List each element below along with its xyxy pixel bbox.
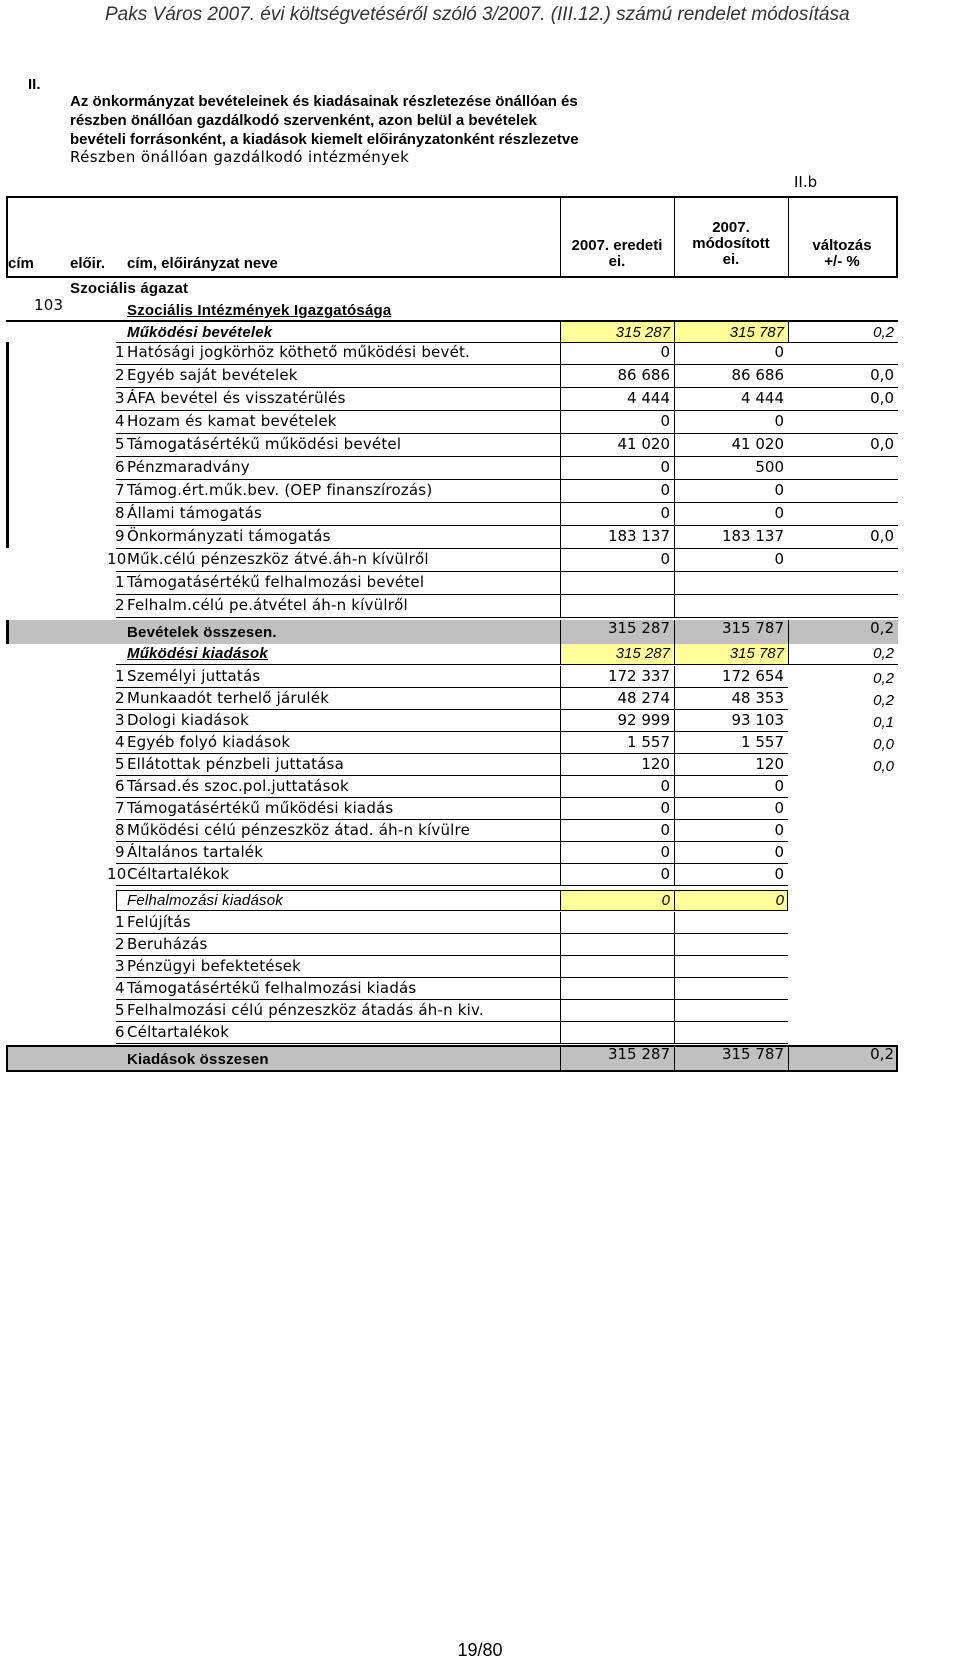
column-divider <box>560 956 561 978</box>
column-divider <box>674 732 675 754</box>
row-modified-value: 0 <box>774 504 784 522</box>
column-divider <box>560 411 561 434</box>
column-divider <box>674 754 675 776</box>
column-divider <box>560 1000 561 1022</box>
row-change-value: 0,0 <box>870 527 894 545</box>
column-divider <box>674 688 675 710</box>
row-modified-value: 0 <box>774 343 784 361</box>
row-divider <box>116 387 898 388</box>
row-label: Céltartalékok <box>127 1023 230 1041</box>
column-header-modified <box>674 220 788 268</box>
row-number: 8 <box>115 821 125 839</box>
income-header-label: Működési bevételek <box>127 324 273 341</box>
row-number: 2 <box>115 596 125 614</box>
column-divider <box>560 526 561 549</box>
expense-header-original: 315 287 <box>615 645 670 662</box>
column-header-modified-line: ei. <box>722 251 740 268</box>
row-number: 9 <box>115 527 125 545</box>
capital-header-modified: 0 <box>775 892 784 909</box>
row-modified-value: 0 <box>774 777 784 795</box>
column-divider <box>674 322 675 342</box>
row-modified-value: 48 353 <box>731 689 784 707</box>
row-original-value: 86 686 <box>617 366 670 384</box>
column-divider <box>674 666 675 688</box>
row-original-value: 48 274 <box>617 689 670 707</box>
row-change-value: 0,0 <box>870 435 894 453</box>
expense-total-original: 315 287 <box>607 1045 670 1063</box>
row-label: Támog.ért.műk.bev. (OEP finanszírozás) <box>127 481 433 499</box>
expense-header-modified: 315 787 <box>729 645 784 662</box>
row-change-value: 0,0 <box>873 758 894 775</box>
expense-total-modified: 315 787 <box>721 1045 784 1063</box>
row-label: Működési célú pénzeszköz átad. áh-n kívülre <box>127 821 470 839</box>
row-label: Beruházás <box>127 935 208 953</box>
title-line: bevételi forrásonként, a kiadások kiemelt előirányzatonként részlezetve <box>70 131 579 148</box>
row-number: 5 <box>115 755 125 773</box>
row-label: Műk.célú pénzeszköz átvé.áh-n kívülről <box>127 550 429 568</box>
row-divider <box>116 664 898 665</box>
row-number: 6 <box>115 777 125 795</box>
document-title <box>70 92 579 149</box>
row-modified-value: 0 <box>774 550 784 568</box>
column-divider <box>674 411 675 434</box>
row-original-value: 0 <box>660 412 670 430</box>
column-divider <box>674 1046 675 1072</box>
row-divider <box>116 775 788 776</box>
row-original-value: 0 <box>660 458 670 476</box>
column-divider <box>560 549 561 572</box>
column-divider <box>674 434 675 457</box>
row-modified-value: 500 <box>755 458 784 476</box>
row-number: 2 <box>115 689 125 707</box>
column-divider <box>560 342 561 365</box>
row-divider <box>116 1043 788 1044</box>
row-label: Felhalm.célú pe.átvétel áh-n kívülről <box>127 596 408 614</box>
row-divider <box>116 731 788 732</box>
row-change-value: 0,1 <box>873 714 894 731</box>
row-original-value: 0 <box>660 821 670 839</box>
row-original-value: 0 <box>660 343 670 361</box>
row-modified-value: 120 <box>755 755 784 773</box>
column-divider <box>674 776 675 798</box>
table-code: II.b <box>794 173 818 191</box>
income-header-original: 315 287 <box>615 324 670 341</box>
column-divider <box>560 503 561 526</box>
row-number: 1 <box>115 573 125 591</box>
column-divider <box>788 644 789 664</box>
expense-header-label: Működési kiadások <box>127 645 268 662</box>
column-header-name: cím, előirányzat neve <box>127 255 278 272</box>
expense-header-change: 0,2 <box>873 645 894 662</box>
column-divider <box>560 754 561 776</box>
row-label: ÁFA bevétel és visszatérülés <box>127 389 346 407</box>
column-divider <box>674 956 675 978</box>
row-number: 5 <box>115 435 125 453</box>
column-divider <box>560 1046 561 1072</box>
row-divider <box>116 977 788 978</box>
row-divider <box>116 841 788 842</box>
row-label: Általános tartalék <box>127 843 264 861</box>
row-original-value: 92 999 <box>617 711 670 729</box>
column-divider <box>560 457 561 480</box>
row-original-value: 172 337 <box>607 667 670 685</box>
column-divider <box>560 620 561 644</box>
document-header: Paks Város 2007. évi költségvetéséről szóló 3/2007. (III.12.) számú rendelet módosítása <box>105 4 850 25</box>
row-change-value: 0,0 <box>873 736 894 753</box>
column-divider <box>674 595 675 618</box>
row-divider <box>116 548 898 549</box>
row-number: 3 <box>115 957 125 975</box>
row-divider <box>116 687 788 688</box>
row-divider <box>116 797 788 798</box>
row-label: Támogatásértékű működési bevétel <box>127 435 402 453</box>
column-header-cim: cím <box>8 255 34 272</box>
row-divider <box>116 571 898 572</box>
row-original-value: 41 020 <box>617 435 670 453</box>
column-divider <box>674 820 675 842</box>
row-modified-value: 4 444 <box>741 389 784 407</box>
capital-header-label: Felhalmozási kiadások <box>127 892 283 909</box>
column-divider <box>560 388 561 411</box>
income-total-change: 0,2 <box>870 619 894 637</box>
row-label: Társad.és szoc.pol.juttatások <box>127 777 349 795</box>
column-header-change <box>788 238 896 270</box>
row-original-value: 0 <box>660 865 670 883</box>
row-number: 1 <box>115 343 125 361</box>
column-divider <box>560 912 561 934</box>
left-bar <box>6 342 9 548</box>
row-divider <box>116 933 788 934</box>
column-header-original <box>560 238 674 270</box>
column-divider <box>674 457 675 480</box>
title-line: részben önállóan gazdálkodó szervenként, azon belül a bevételek <box>70 112 537 129</box>
row-divider <box>116 502 898 503</box>
column-divider <box>560 978 561 1000</box>
row-modified-value: 0 <box>774 799 784 817</box>
column-divider <box>788 322 789 342</box>
row-modified-value: 86 686 <box>731 366 784 384</box>
column-header-modified-line: módosított <box>692 235 770 252</box>
expense-total-change: 0,2 <box>870 1045 894 1063</box>
row-modified-value: 0 <box>774 843 784 861</box>
row-original-value: 0 <box>660 481 670 499</box>
table-top-border <box>6 196 898 198</box>
table-right-border <box>896 196 898 278</box>
row-modified-value: 183 137 <box>721 527 784 545</box>
column-divider <box>674 912 675 934</box>
income-total-modified: 315 787 <box>721 619 784 637</box>
row-original-value: 0 <box>660 504 670 522</box>
row-divider <box>116 753 788 754</box>
column-divider <box>6 1045 8 1072</box>
column-divider <box>560 480 561 503</box>
row-label: Támogatásértékű működési kiadás <box>127 799 394 817</box>
row-number: 4 <box>115 979 125 997</box>
cim-number: 103 <box>34 296 64 314</box>
header-bottom-border <box>6 276 898 278</box>
column-divider <box>560 776 561 798</box>
column-divider <box>560 732 561 754</box>
row-number: 5 <box>115 1001 125 1019</box>
column-divider <box>560 666 561 688</box>
row-divider <box>116 594 898 595</box>
column-divider <box>674 526 675 549</box>
column-header-modified-line: 2007. <box>712 219 750 236</box>
row-divider <box>116 456 898 457</box>
section-number: II. <box>28 76 41 93</box>
row-label: Felhalmozási célú pénzeszköz átadás áh-n kiv. <box>127 1001 484 1019</box>
row-divider <box>116 999 788 1000</box>
row-label: Személyi juttatás <box>127 667 261 685</box>
sector-label: Szociális ágazat <box>70 280 189 297</box>
income-header-modified: 315 787 <box>729 324 784 341</box>
row-original-value: 0 <box>660 550 670 568</box>
row-number: 2 <box>115 366 125 384</box>
page-number: 19/80 <box>457 1640 503 1660</box>
column-divider <box>674 572 675 595</box>
column-divider <box>674 480 675 503</box>
row-number: 3 <box>115 389 125 407</box>
row-change-value: 0,0 <box>870 366 894 384</box>
row-label: Hatósági jogkörhöz köthető működési bevét. <box>127 343 471 361</box>
income-total-label: Bevételek összesen. <box>127 624 277 641</box>
row-divider <box>116 709 788 710</box>
row-change-value: 0,0 <box>870 389 894 407</box>
row-divider <box>116 433 898 434</box>
column-divider <box>788 1046 789 1072</box>
row-original-value: 0 <box>660 799 670 817</box>
row-modified-value: 0 <box>774 481 784 499</box>
row-number: 6 <box>115 1023 125 1041</box>
row-label: Támogatásértékű felhalmozási kiadás <box>127 979 417 997</box>
row-modified-value: 1 557 <box>741 733 784 751</box>
column-header-original-line: ei. <box>608 253 626 270</box>
column-divider <box>674 978 675 1000</box>
row-divider <box>116 617 898 618</box>
row-number: 1 <box>115 667 125 685</box>
row-label: Ellátottak pénzbeli juttatása <box>127 755 344 773</box>
row-label: Pénzügyi befektetések <box>127 957 302 975</box>
column-divider <box>674 644 675 664</box>
column-divider <box>674 365 675 388</box>
column-divider <box>560 322 561 342</box>
row-label: Munkaadót terhelő járulék <box>127 689 330 707</box>
row-label: Dologi kiadások <box>127 711 249 729</box>
column-divider <box>560 572 561 595</box>
column-divider <box>560 798 561 820</box>
row-original-value: 0 <box>660 777 670 795</box>
row-divider <box>116 863 788 864</box>
column-divider <box>788 620 789 644</box>
column-header-change-line: változás <box>812 237 872 254</box>
left-bar <box>6 620 9 644</box>
row-label: Egyéb folyó kiadások <box>127 733 291 751</box>
row-modified-value: 93 103 <box>731 711 784 729</box>
row-original-value: 183 137 <box>607 527 670 545</box>
row-original-value: 0 <box>660 843 670 861</box>
row-divider <box>116 885 788 886</box>
column-divider <box>560 842 561 864</box>
column-divider <box>560 434 561 457</box>
row-label: Céltartalékok <box>127 865 230 883</box>
row-divider <box>116 1021 788 1022</box>
expense-total-label: Kiadások összesen <box>127 1051 269 1068</box>
column-header-original-line: 2007. eredeti <box>571 237 663 254</box>
row-label: Támogatásértékű felhalmozási bevétel <box>127 573 425 591</box>
income-header-change: 0,2 <box>873 324 894 341</box>
column-divider <box>560 644 561 664</box>
row-divider <box>116 410 898 411</box>
column-divider <box>560 890 561 911</box>
column-divider <box>674 798 675 820</box>
column-divider <box>674 342 675 365</box>
row-label: Önkormányzati támogatás <box>127 527 331 545</box>
document-subtitle: Részben önállóan gazdálkodó intézmények <box>70 148 410 166</box>
row-divider <box>116 955 788 956</box>
row-modified-value: 0 <box>774 865 784 883</box>
row-original-value: 1 557 <box>627 733 670 751</box>
capital-header-original: 0 <box>661 892 670 909</box>
row-number: 8 <box>115 504 125 522</box>
column-divider <box>560 710 561 732</box>
column-divider <box>674 842 675 864</box>
row-label: Pénzmaradvány <box>127 458 250 476</box>
row-number: 2 <box>115 935 125 953</box>
row-label: Felújítás <box>127 913 191 931</box>
row-number: 10 <box>107 865 127 883</box>
column-divider <box>674 1000 675 1022</box>
column-divider <box>896 1045 898 1072</box>
income-total-original: 315 287 <box>607 619 670 637</box>
institution-name: Szociális Intézmények Igazgatósága <box>127 302 392 319</box>
column-divider <box>560 864 561 886</box>
column-divider <box>674 503 675 526</box>
column-divider <box>560 934 561 956</box>
column-divider <box>674 864 675 886</box>
row-divider <box>116 479 898 480</box>
row-change-value: 0,2 <box>873 692 894 709</box>
row-modified-value: 0 <box>774 821 784 839</box>
column-header-eloir: előir. <box>70 255 106 272</box>
row-number: 1 <box>115 913 125 931</box>
row-modified-value: 41 020 <box>731 435 784 453</box>
column-divider <box>674 388 675 411</box>
row-divider <box>116 819 788 820</box>
column-divider <box>674 710 675 732</box>
row-number: 9 <box>115 843 125 861</box>
column-divider <box>674 890 675 911</box>
column-header-change-line: +/- % <box>824 253 860 270</box>
row-original-value: 120 <box>641 755 670 773</box>
column-divider <box>674 1022 675 1044</box>
row-modified-value: 172 654 <box>721 667 784 685</box>
row-divider <box>116 364 898 365</box>
column-divider <box>560 820 561 842</box>
row-label: Hozam és kamat bevételek <box>127 412 337 430</box>
row-number: 7 <box>115 481 125 499</box>
row-number: 4 <box>115 412 125 430</box>
row-number: 6 <box>115 458 125 476</box>
column-divider <box>674 934 675 956</box>
row-label: Állami támogatás <box>127 504 262 522</box>
row-modified-value: 0 <box>774 412 784 430</box>
column-divider <box>674 620 675 644</box>
column-divider <box>674 549 675 572</box>
row-number: 4 <box>115 733 125 751</box>
row-label: Egyéb saját bevételek <box>127 366 298 384</box>
row-change-value: 0,2 <box>873 670 894 687</box>
row-original-value: 4 444 <box>627 389 670 407</box>
row-divider <box>6 1070 898 1072</box>
column-divider <box>560 365 561 388</box>
column-divider <box>560 595 561 618</box>
row-number: 10 <box>107 550 127 568</box>
column-divider <box>560 688 561 710</box>
row-number: 7 <box>115 799 125 817</box>
title-line: Az önkormányzat bevételeinek és kiadásainak részletezése önállóan és <box>70 93 578 110</box>
row-number: 3 <box>115 711 125 729</box>
row-divider <box>116 525 898 526</box>
column-divider <box>560 1022 561 1044</box>
